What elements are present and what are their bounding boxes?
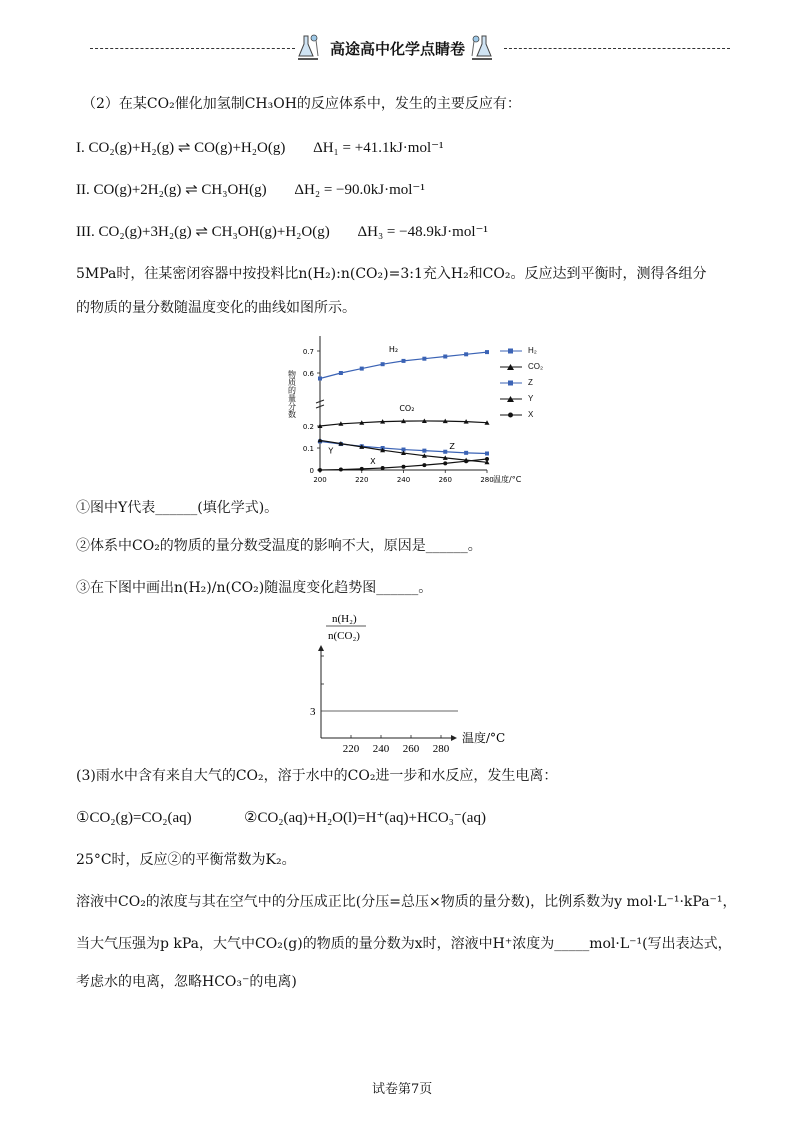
chart1-point-Z (443, 450, 447, 454)
chart1-xtick-label: 280 (480, 476, 494, 484)
reaction-3-label: III. (76, 224, 95, 240)
chart1-point-Z (485, 452, 489, 456)
chart1-point-X (339, 468, 343, 472)
header-dash-right (504, 48, 730, 49)
condition-line-2: 的物质的量分数随温度变化的曲线如图所示。 (76, 300, 356, 316)
chart1-series-label-H₂: H₂ (388, 344, 399, 354)
part3-eq-2: ②CO₂(aq)+H₂O(l)=H⁺(aq)+HCO₃⁻(aq) (244, 810, 486, 826)
chart1-point-X (443, 461, 447, 465)
chart1-point-X (422, 463, 426, 467)
part3-k2: 25°C时，反应②的平衡常数为K₂。 (76, 852, 296, 868)
chart1-point-X (464, 459, 468, 463)
chart1-xlabel: 温度/°C (493, 475, 522, 484)
chart1-point-H₂ (443, 355, 447, 359)
legend-y: Y (500, 394, 533, 403)
chart1-ytick-label: 0.1 (302, 445, 314, 453)
chart1-xtick-label: 240 (396, 476, 411, 484)
header-flask-icon-left (296, 32, 320, 62)
part3-eq-1: ①CO₂(g)=CO₂(aq) (76, 810, 192, 826)
chart1-point-Z (422, 449, 426, 453)
chart2-xlabel: 温度/°C (462, 731, 506, 745)
chart1-legend (500, 346, 550, 426)
chart1-point-X (318, 468, 322, 472)
chart1-series-label-X: X (370, 457, 376, 467)
reaction-1 (76, 138, 444, 158)
chart1-point-X (360, 467, 364, 471)
chart1-xtick-label: 220 (355, 476, 369, 484)
part3-intro: (3)雨水中含有来自大气的CO₂，溶于水中的CO₂进一步和水反应，发生电离： (76, 768, 558, 784)
chart1-xtick-label: 260 (438, 476, 452, 484)
part3-para-2: 当大气压强为p kPa，大气中CO₂(g)的物质的量分数为x时，溶液中H⁺浓度为_____mol·L⁻¹(写出表达式， (76, 936, 732, 952)
chart2-y-value: 3 (310, 706, 316, 718)
reaction-2 (76, 180, 425, 200)
chart2-xtick-label: 280 (432, 743, 450, 755)
part3-para-1: 溶液中CO₂的浓度与其在空气中的分压成正比(分压=总压×物质的量分数)，比例系数为y mol·L⁻¹·kPa⁻¹， (76, 894, 737, 910)
question-1: ①图中Y代表______(填化学式)。 (76, 500, 279, 516)
chart1-ytick-label: 0.2 (302, 423, 314, 431)
reaction-2-dh: ΔH₂ = −90.0kJ·mol⁻¹ (294, 182, 425, 198)
reaction-1-dh: ΔH₁ = +41.1kJ·mol⁻¹ (313, 140, 444, 156)
legend-x: X (500, 410, 533, 419)
chart1-point-X (381, 466, 385, 470)
chart1-point-H₂ (422, 357, 426, 361)
chart1-point-H₂ (360, 367, 364, 371)
chart2-ylabel-denominator: n(CO₂) (328, 630, 360, 642)
question-2: ②体系中CO₂的物质的量分数受温度的影响不大，原因是______。 (76, 538, 482, 554)
chart1-ytick-label: 0.6 (302, 370, 314, 378)
chart1-series-line-H₂ (320, 352, 487, 378)
chart2-ylabel-numerator: n(H₂) (332, 613, 357, 625)
chart1-ytick-label: 0 (309, 467, 314, 475)
reaction-3-eq: CO₂(g)+3H₂(g) ⇌ CH₃OH(g)+H₂O(g) (98, 224, 330, 240)
chart1-point-H₂ (318, 377, 322, 381)
chart2-xtick-label: 260 (402, 743, 420, 755)
part3-para-3: 考虑水的电离，忽略HCO₃⁻的电离) (76, 974, 297, 990)
header-dash-left (90, 48, 295, 49)
question-3: ③在下图中画出n(H₂)/n(CO₂)随温度变化趋势图______。 (76, 580, 433, 596)
reaction-2-label: II. (76, 182, 90, 198)
chart1-series-label-Y: Y (328, 446, 334, 456)
reaction-3-dh: ΔH₃ = −48.9kJ·mol⁻¹ (357, 224, 488, 240)
reaction-3 (76, 222, 488, 242)
chart2-xtick-label: 220 (342, 743, 360, 755)
reaction-1-label: I. (76, 140, 85, 156)
chart1-point-X (485, 457, 489, 461)
chart1-point-H₂ (464, 352, 468, 356)
chart1-point-H₂ (402, 359, 406, 363)
chart-ratio-blank (300, 608, 560, 758)
chart1-series-label-CO₂: CO₂ (399, 404, 415, 414)
chart1-ylabel: 物质的量分数 (287, 370, 297, 418)
legend-z: Z (500, 378, 533, 387)
reaction-1-eq: CO₂(g)+H₂(g) ⇌ CO(g)+H₂O(g) (88, 140, 286, 156)
header-title: 高途高中化学点睛卷 (330, 40, 466, 58)
legend-co2: CO₂ (500, 362, 543, 371)
page-footer: 试卷第7页 (372, 1082, 433, 1097)
chart1-series-label-Z: Z (449, 441, 455, 451)
chart1-point-H₂ (485, 350, 489, 354)
condition-line-1: 5MPa时，往某密闭容器中按投料比n(H₂):n(CO₂)=3:1充入H₂和CO₂。反应达到平衡时，测得各组分 (76, 266, 707, 282)
chart2-xtick-label: 240 (372, 743, 390, 755)
chart1-point-X (402, 465, 406, 469)
chart1-ytick-label: 0.7 (302, 348, 314, 356)
chart1-point-H₂ (381, 362, 385, 366)
chart1-point-Z (464, 451, 468, 455)
chart1-point-H₂ (339, 371, 343, 375)
header-flask-icon-right (470, 32, 494, 62)
intro-text: （2）在某CO₂催化加氢制CH₃OH的反应体系中，发生的主要反应有： (82, 96, 521, 112)
chart1-xtick-label: 200 (313, 476, 327, 484)
reaction-2-eq: CO(g)+2H₂(g) ⇌ CH₃OH(g) (93, 182, 267, 198)
legend-h2: H₂ (500, 346, 537, 355)
